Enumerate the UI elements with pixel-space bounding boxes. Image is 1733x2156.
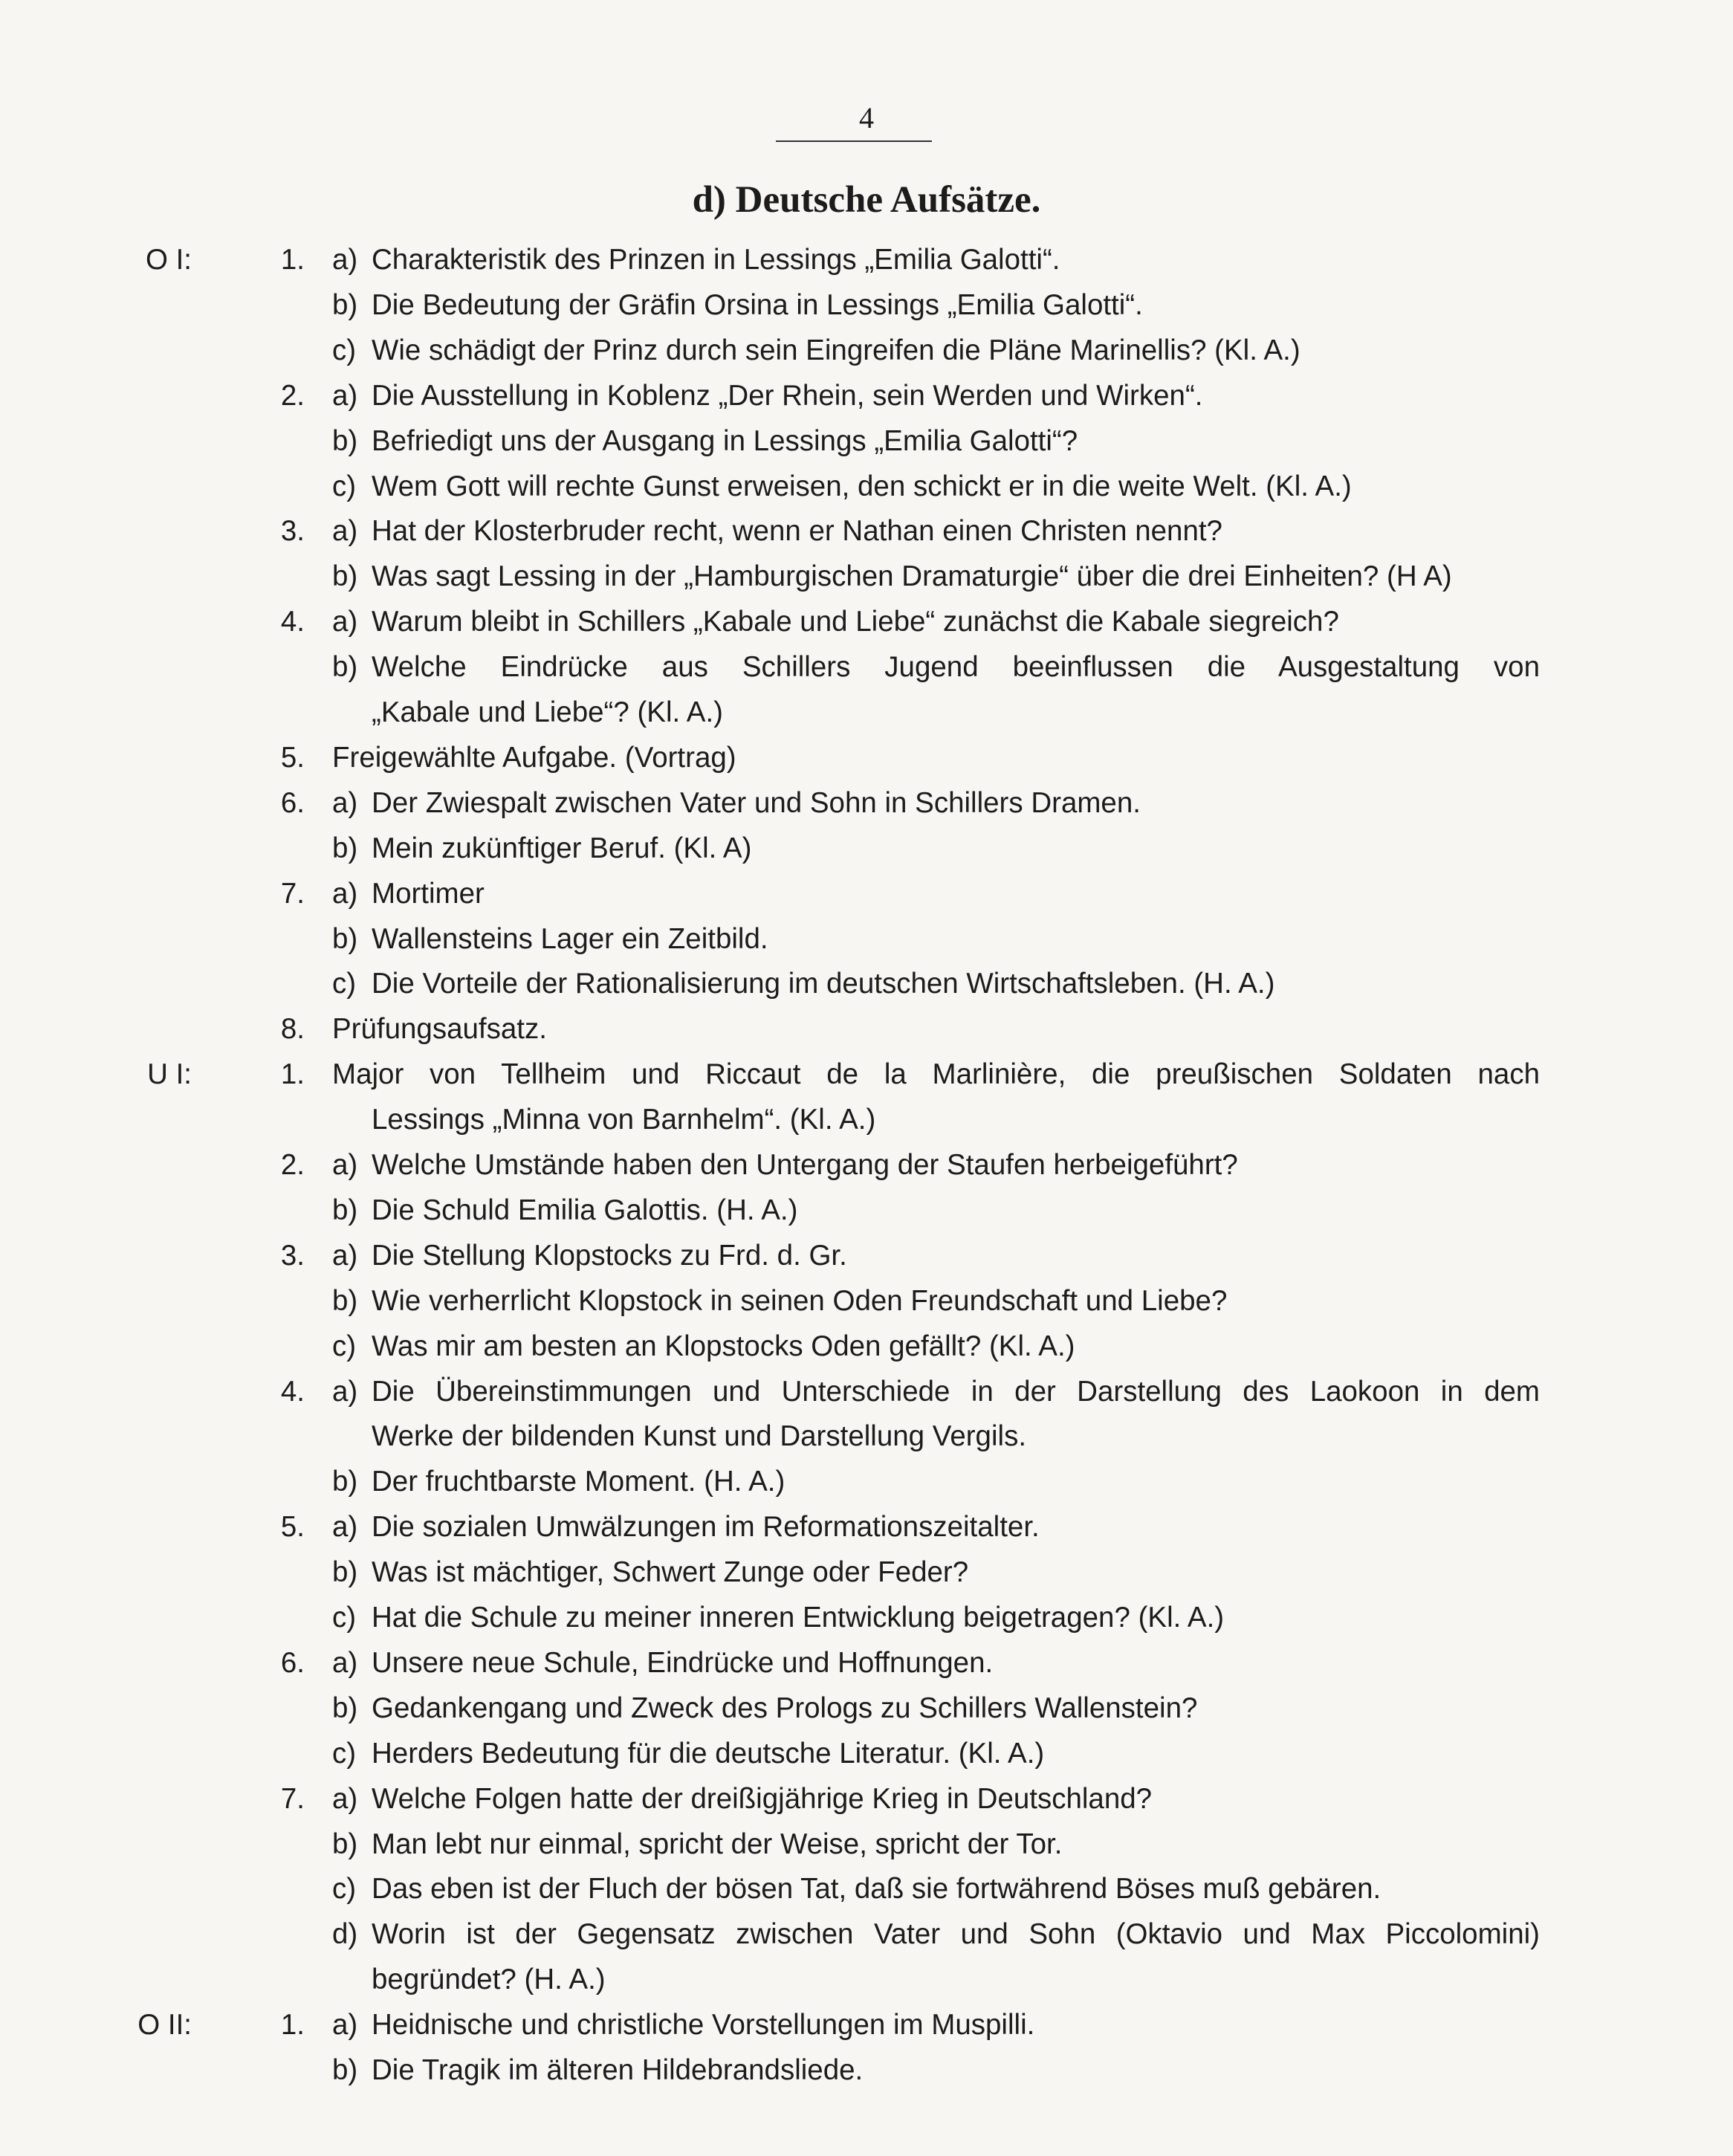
- topic-text: Der fruchtbarste Moment. (H. A.): [372, 1466, 785, 1498]
- topic-line: [0, 1596, 1733, 1640]
- subtopic-letter: c): [332, 1602, 357, 1634]
- topic-line: [0, 645, 1733, 690]
- topic-line: [0, 509, 1733, 554]
- topic-text: Major von Tellheim und Riccaut de la Marlinière, die preußischen Soldaten nach: [332, 1058, 1540, 1091]
- topic-number: 5.: [280, 741, 305, 774]
- topic-line: [0, 464, 1733, 509]
- topic-line: [0, 419, 1733, 464]
- topic-text: Heidnische und christliche Vorstellungen im Muspilli.: [372, 2009, 1035, 2042]
- subtopic-letter: b): [332, 922, 358, 955]
- page-number: 4: [859, 101, 874, 135]
- subtopic-letter: a): [332, 1782, 358, 1815]
- topic-line: [0, 826, 1733, 871]
- topic-line: [0, 1550, 1733, 1595]
- subtopic-letter: b): [332, 1466, 358, 1498]
- topic-line: [0, 1234, 1733, 1278]
- topic-text: Gedankengang und Zweck des Prologs zu Schillers Wallenstein?: [372, 1692, 1198, 1724]
- topic-number: 6.: [280, 1646, 305, 1679]
- class-label: O I:: [145, 244, 192, 276]
- subtopic-letter: c): [332, 1873, 357, 1906]
- topic-text: Werke der bildenden Kunst und Darstellung Vergils.: [372, 1420, 1027, 1453]
- topic-text: Das eben ist der Fluch der bösen Tat, daß sie fortwährend Böses muß gebären.: [372, 1873, 1381, 1906]
- topic-text: Worin ist der Gegensatz zwischen Vater und Sohn (Oktavio und Max Piccolomini): [372, 1918, 1540, 1951]
- topic-number: 7.: [280, 1782, 305, 1815]
- subtopic-letter: d): [332, 1918, 358, 1951]
- topic-text: Die sozialen Umwälzungen im Reformationszeitalter.: [372, 1511, 1040, 1544]
- topic-text: Welche Umstände haben den Untergang der Staufen herbeigeführt?: [372, 1149, 1238, 1181]
- subtopic-letter: b): [332, 1556, 358, 1589]
- class-label: O II:: [137, 2009, 192, 2042]
- topic-line: [0, 690, 1733, 735]
- subtopic-letter: b): [332, 2054, 358, 2086]
- subtopic-letter: a): [332, 1646, 358, 1679]
- topic-text: Wie verherrlicht Klopstock in seinen Oden Freundschaft und Liebe?: [372, 1284, 1228, 1317]
- subtopic-letter: c): [332, 968, 357, 1000]
- topic-line: [0, 1324, 1733, 1369]
- subtopic-letter: a): [332, 1239, 358, 1272]
- topic-line: [0, 374, 1733, 418]
- topic-text: Welche Folgen hatte der dreißigjährige Krieg in Deutschland?: [372, 1782, 1153, 1815]
- subtopic-letter: b): [332, 1692, 358, 1724]
- topic-text: Die Schuld Emilia Galottis. (H. A.): [372, 1194, 798, 1226]
- topic-number: 4.: [280, 1375, 305, 1408]
- subtopic-letter: b): [332, 1194, 358, 1226]
- topic-line: [0, 554, 1733, 599]
- topic-number: 2.: [280, 379, 305, 412]
- subtopic-letter: a): [332, 786, 358, 819]
- subtopic-letter: b): [332, 424, 358, 457]
- topic-line: [0, 1505, 1733, 1550]
- topic-number: 1.: [280, 2009, 305, 2042]
- subtopic-letter: a): [332, 379, 358, 412]
- header-rule: [776, 140, 932, 142]
- topic-text: Der Zwiespalt zwischen Vater und Sohn in Schillers Dramen.: [372, 786, 1141, 819]
- topic-line: [0, 917, 1733, 962]
- topic-line: [0, 1007, 1733, 1052]
- topic-number: 2.: [280, 1149, 305, 1181]
- topic-text: Mein zukünftiger Beruf. (Kl. A): [372, 832, 752, 864]
- topic-text: Wie schädigt der Prinz durch sein Eingreifen die Pläne Marinellis? (Kl. A.): [372, 334, 1300, 366]
- topic-line: [0, 328, 1733, 373]
- subtopic-letter: c): [332, 334, 357, 366]
- topic-line: [0, 1098, 1733, 1142]
- topic-text: Welche Eindrücke aus Schillers Jugend beeinflussen die Ausgestaltung von: [372, 651, 1540, 684]
- topic-text: Was ist mächtiger, Schwert Zunge oder Feder?: [372, 1556, 969, 1589]
- topic-text: Die Vorteile der Rationalisierung im deutschen Wirtschaftsleben. (H. A.): [372, 968, 1275, 1000]
- topic-line: [0, 736, 1733, 780]
- subtopic-letter: a): [332, 2009, 358, 2042]
- topic-text: Die Bedeutung der Gräfin Orsina in Lessings „Emilia Galotti“.: [372, 288, 1143, 321]
- topic-line: [0, 1822, 1733, 1867]
- topic-line: [0, 1641, 1733, 1686]
- topic-line: [0, 1732, 1733, 1776]
- topic-text: Mortimer: [372, 877, 485, 910]
- subtopic-letter: b): [332, 288, 358, 321]
- topic-line: [0, 962, 1733, 1006]
- topic-text: Lessings „Minna von Barnhelm“. (Kl. A.): [372, 1104, 876, 1136]
- subtopic-letter: a): [332, 515, 358, 548]
- subtopic-letter: c): [332, 1737, 357, 1770]
- topic-line: [0, 1777, 1733, 1822]
- topic-line: [0, 1414, 1733, 1459]
- subtopic-letter: a): [332, 244, 358, 276]
- topic-text: Freigewählte Aufgabe. (Vortrag): [332, 741, 736, 774]
- topic-text: Die Stellung Klopstocks zu Frd. d. Gr.: [372, 1239, 847, 1272]
- subtopic-letter: b): [332, 832, 358, 864]
- subtopic-letter: c): [332, 1330, 357, 1362]
- topic-text: Hat der Klosterbruder recht, wenn er Nathan einen Christen nennt?: [372, 515, 1222, 548]
- topic-line: [0, 238, 1733, 282]
- topic-number: 7.: [280, 877, 305, 910]
- topic-line: [0, 1867, 1733, 1911]
- topic-number: 8.: [280, 1013, 305, 1046]
- topic-number: 1.: [280, 244, 305, 276]
- topic-line: [0, 283, 1733, 328]
- topic-line: [0, 781, 1733, 826]
- topic-line: [0, 1912, 1733, 1957]
- subtopic-letter: a): [332, 1375, 358, 1408]
- topic-line: [0, 1370, 1733, 1414]
- topic-text: Prüfungsaufsatz.: [332, 1013, 547, 1046]
- subtopic-letter: c): [332, 470, 357, 502]
- topic-text: Wallensteins Lager ein Zeitbild.: [372, 922, 768, 955]
- topic-text: Warum bleibt in Schillers „Kabale und Liebe“ zunächst die Kabale siegreich?: [372, 606, 1339, 638]
- topic-text: Hat die Schule zu meiner inneren Entwicklung beigetragen? (Kl. A.): [372, 1602, 1225, 1634]
- subtopic-letter: a): [332, 877, 358, 910]
- topic-text: Unsere neue Schule, Eindrücke und Hoffnungen.: [372, 1646, 994, 1679]
- section-heading: d) Deutsche Aufsätze.: [692, 179, 1041, 221]
- topic-number: 5.: [280, 1511, 305, 1544]
- topic-line: [0, 1188, 1733, 1233]
- subtopic-letter: b): [332, 1284, 358, 1317]
- topic-text: Herders Bedeutung für die deutsche Literatur. (Kl. A.): [372, 1737, 1045, 1770]
- subtopic-letter: a): [332, 1149, 358, 1181]
- subtopic-letter: b): [332, 560, 358, 593]
- topic-line: [0, 600, 1733, 644]
- topic-text: Befriedigt uns der Ausgang in Lessings „Emilia Galotti“?: [372, 424, 1078, 457]
- topic-line: [0, 1279, 1733, 1324]
- topic-line: [0, 1686, 1733, 1731]
- topic-text: Was sagt Lessing in der „Hamburgischen Dramaturgie“ über die drei Einheiten? (H A): [372, 560, 1452, 593]
- topic-text: Man lebt nur einmal, spricht der Weise, spricht der Tor.: [372, 1828, 1063, 1860]
- topic-text: Was mir am besten an Klopstocks Oden gefällt? (Kl. A.): [372, 1330, 1075, 1362]
- topic-text: Die Übereinstimmungen und Unterschiede in der Darstellung des Laokoon in dem: [372, 1375, 1540, 1408]
- topic-line: [0, 2003, 1733, 2047]
- subtopic-letter: b): [332, 1828, 358, 1860]
- topic-number: 6.: [280, 786, 305, 819]
- topic-text: Die Tragik im älteren Hildebrandsliede.: [372, 2054, 864, 2086]
- topic-text: begründet? (H. A.): [372, 1964, 606, 1996]
- topic-text: Die Ausstellung in Koblenz „Der Rhein, sein Werden und Wirken“.: [372, 379, 1203, 412]
- topic-line: [0, 1052, 1733, 1097]
- topic-text: „Kabale und Liebe“? (Kl. A.): [372, 696, 723, 728]
- topic-text: Wem Gott will rechte Gunst erweisen, den schickt er in die weite Welt. (Kl. A.): [372, 470, 1352, 502]
- topic-number: 1.: [280, 1058, 305, 1091]
- topic-line: [0, 1143, 1733, 1188]
- subtopic-letter: a): [332, 1511, 358, 1544]
- topic-line: [0, 872, 1733, 916]
- subtopic-letter: b): [332, 651, 358, 684]
- topic-number: 3.: [280, 515, 305, 548]
- topic-line: [0, 1460, 1733, 1504]
- class-label: U I:: [147, 1058, 192, 1091]
- subtopic-letter: a): [332, 606, 358, 638]
- topic-line: [0, 2048, 1733, 2093]
- topic-line: [0, 1958, 1733, 2002]
- topic-number: 4.: [280, 606, 305, 638]
- topic-number: 3.: [280, 1239, 305, 1272]
- topic-text: Charakteristik des Prinzen in Lessings „Emilia Galotti“.: [372, 244, 1060, 276]
